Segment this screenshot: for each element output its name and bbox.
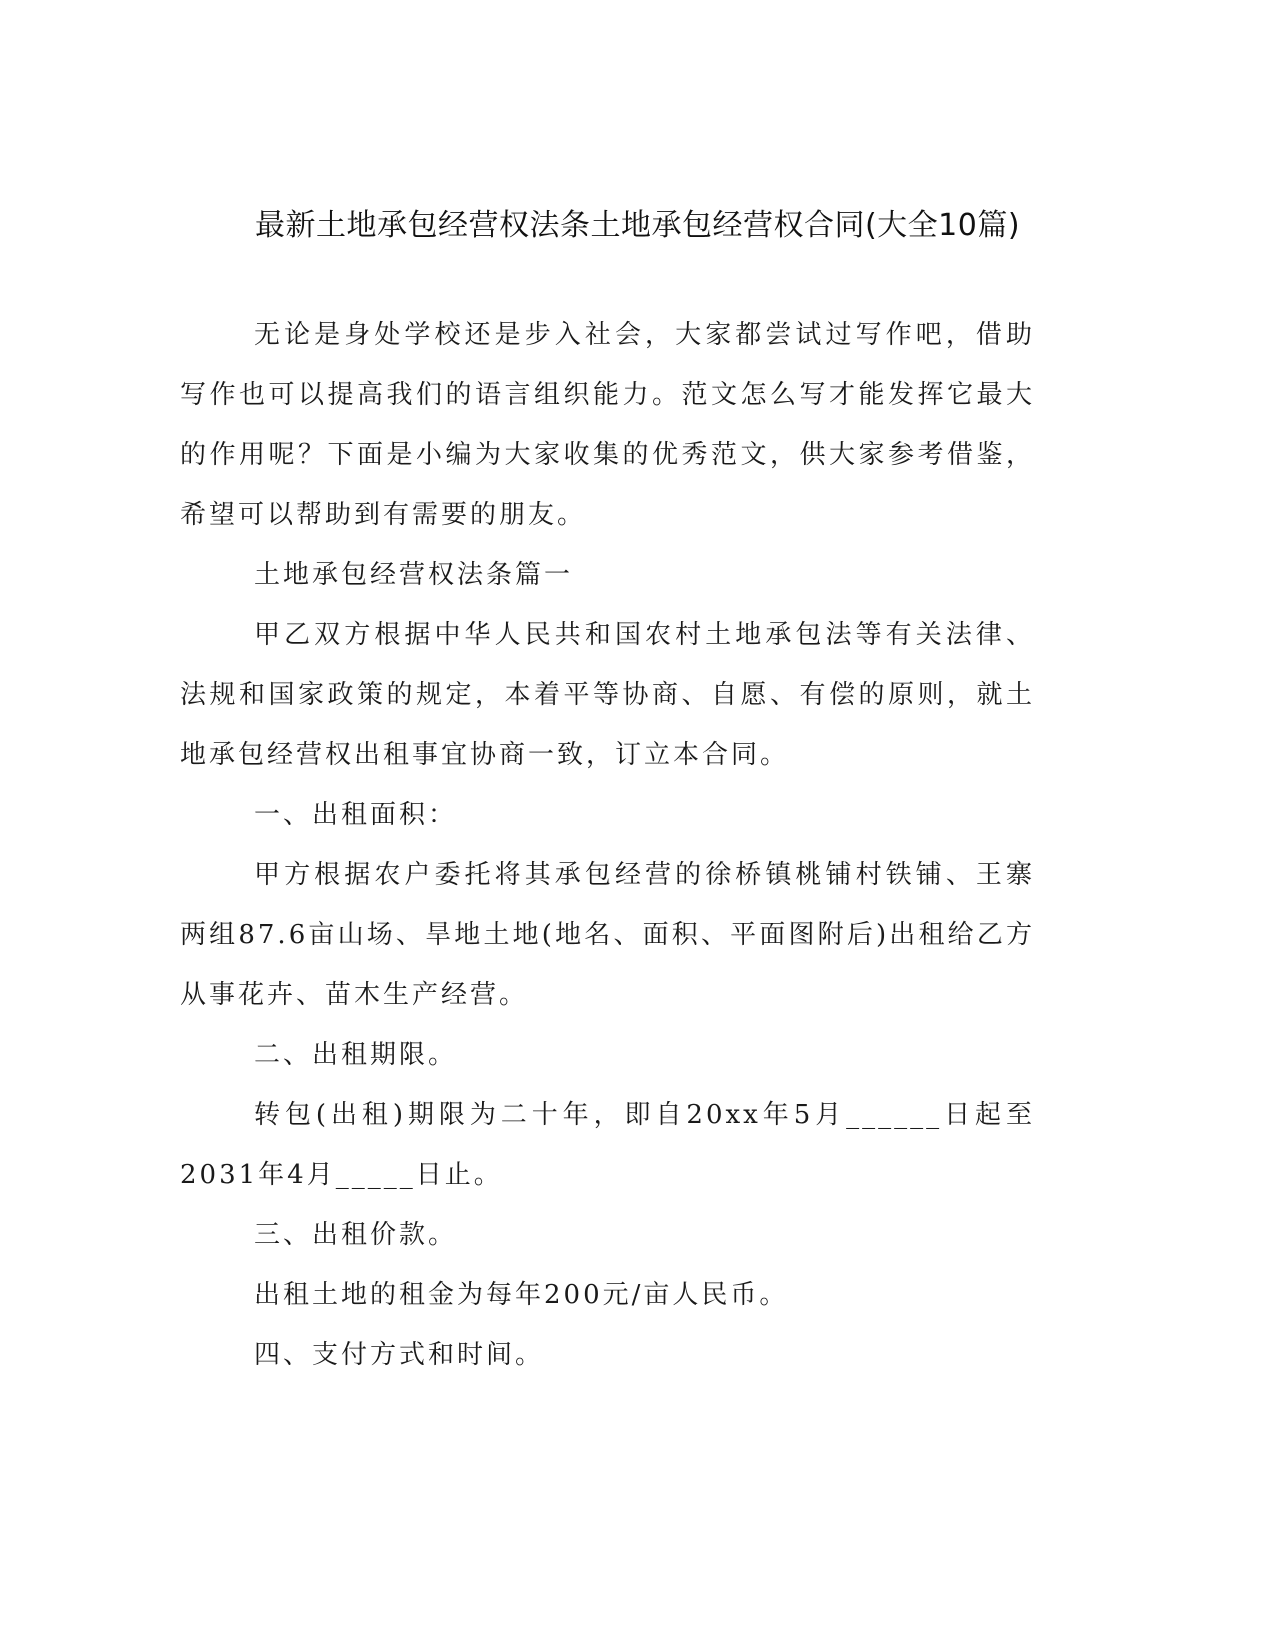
clause-price-text: 出租土地的租金为每年200元/亩人民币。: [254, 1280, 789, 1310]
section-heading: 土地承包经营权法条篇一: [254, 560, 574, 590]
contract-preamble: 甲乙双方根据中华人民共和国农村土地承包法等有关法律、法规和国家政策的规定，本着平等协商、自愿、有偿的原则，就土地承包经营权出租事宜协商一致，订立本合同。: [180, 620, 1035, 770]
document-title: 最新土地承包经营权法条土地承包经营权合同(大全10篇): [254, 208, 1021, 243]
clause-heading-price: 三、出租价款。: [254, 1220, 458, 1250]
clause-area-text: 甲方根据农户委托将其承包经营的徐桥镇桃铺村铁铺、王寨两组87.6亩山场、旱地土地(地名、面积、平面图附后)出租给乙方从事花卉、苗木生产经营。: [180, 860, 1035, 1010]
intro-paragraph: 无论是身处学校还是步入社会，大家都尝试过写作吧，借助写作也可以提高我们的语言组织能力。范文怎么写才能发挥它最大的作用呢？下面是小编为大家收集的优秀范文，供大家参考借鉴，希望可以帮助到有需要的朋友。: [180, 320, 1035, 530]
clause-term-text: 转包(出租)期限为二十年，即自20xx年5月______日起至2031年4月_____日止。: [180, 1100, 1035, 1190]
clause-heading-term: 二、出租期限。: [254, 1040, 458, 1070]
document-body: [180, 305, 1035, 1385]
clause-heading-payment: 四、支付方式和时间。: [254, 1340, 545, 1370]
clause-heading-area: 一、出租面积：: [254, 800, 458, 830]
